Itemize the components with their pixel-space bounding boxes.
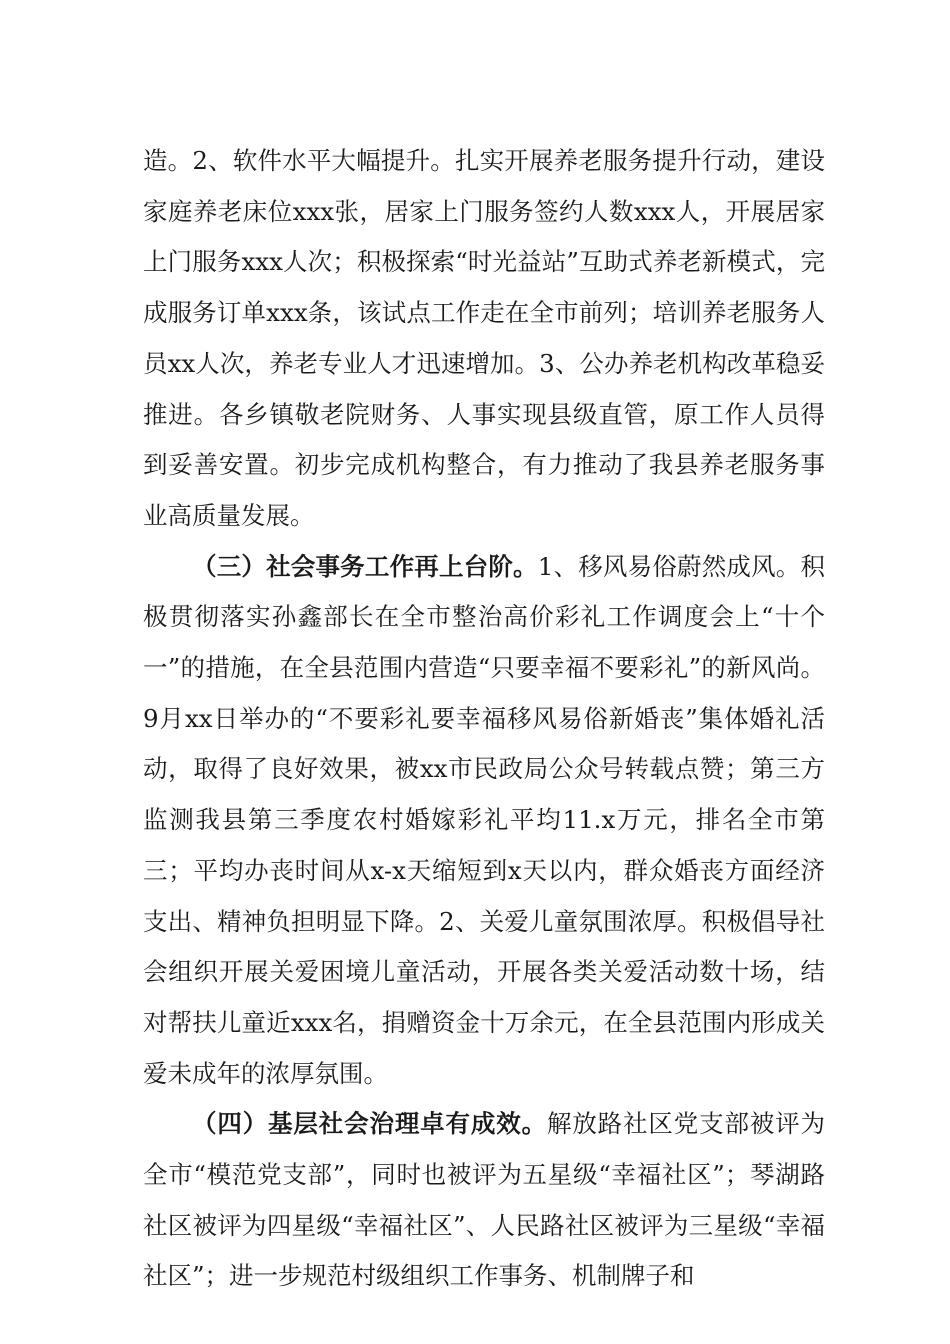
paragraph-text: 1、移风易俗蔚然成风。积极贯彻落实孙鑫部长在全市整治高价彩礼工作调度会上“十个一”的措施，在全县范围内营造“只要幸福不要彩礼”的新风尚。9月xx日举办的“不要彩礼要幸福移风易俗新婚丧”集体婚礼活动，取得了良好效果，被xx市民政局公众号转载点赞；第三方监测我县第三季度农村婚嫁彩礼平均11.x万元，排名全市第三；平均办丧时间从x-x天缩短到x天以内，群众婚丧方面经济支出、精神负担明显下降。2、关爱儿童氛围浓厚。积极倡导社会组织开展关爱困境儿童活动，开展各类关爱活动数十场，结对帮扶儿童近xxx名，捐赠资金十万余元，在全县范围内形成关爱未成年的浓厚氛围。: [143, 551, 825, 1088]
paragraph-elderly-care-continued: [143, 136, 825, 542]
document-body: [143, 136, 825, 1302]
paragraph-social-affairs: [143, 542, 825, 1100]
paragraph-text: 造。2、软件水平大幅提升。扎实开展养老服务提升行动，建设家庭养老床位xxx张，居家上门服务签约人数xxx人，开展居家上门服务xxx人次；积极探索“时光益站”互助式养老新模式，完成服务订单xxx条，该试点工作走在全市前列；培训养老服务人员xx人次，养老专业人才迅速增加。3、公办养老机构改革稳妥推进。各乡镇敬老院财务、人事实现县级直管，原工作人员得到妥善安置。初步完成机构整合，有力推动了我县养老服务事业高质量发展。: [143, 146, 825, 530]
paragraph-grassroots-governance: [143, 1099, 825, 1302]
paragraph-text: 解放路社区党支部被评为全市“模范党支部”，同时也被评为五星级“幸福社区”；琴湖路社区被评为四星级“幸福社区”、人民路社区被评为三星级“幸福社区”；进一步规范村级组织工作事务、机制牌子和: [143, 1109, 826, 1291]
section-heading-grassroots-governance: （四）基层社会治理卓有成效。: [192, 1109, 547, 1139]
section-heading-social-affairs: （三）社会事务工作再上台阶。: [192, 551, 538, 581]
